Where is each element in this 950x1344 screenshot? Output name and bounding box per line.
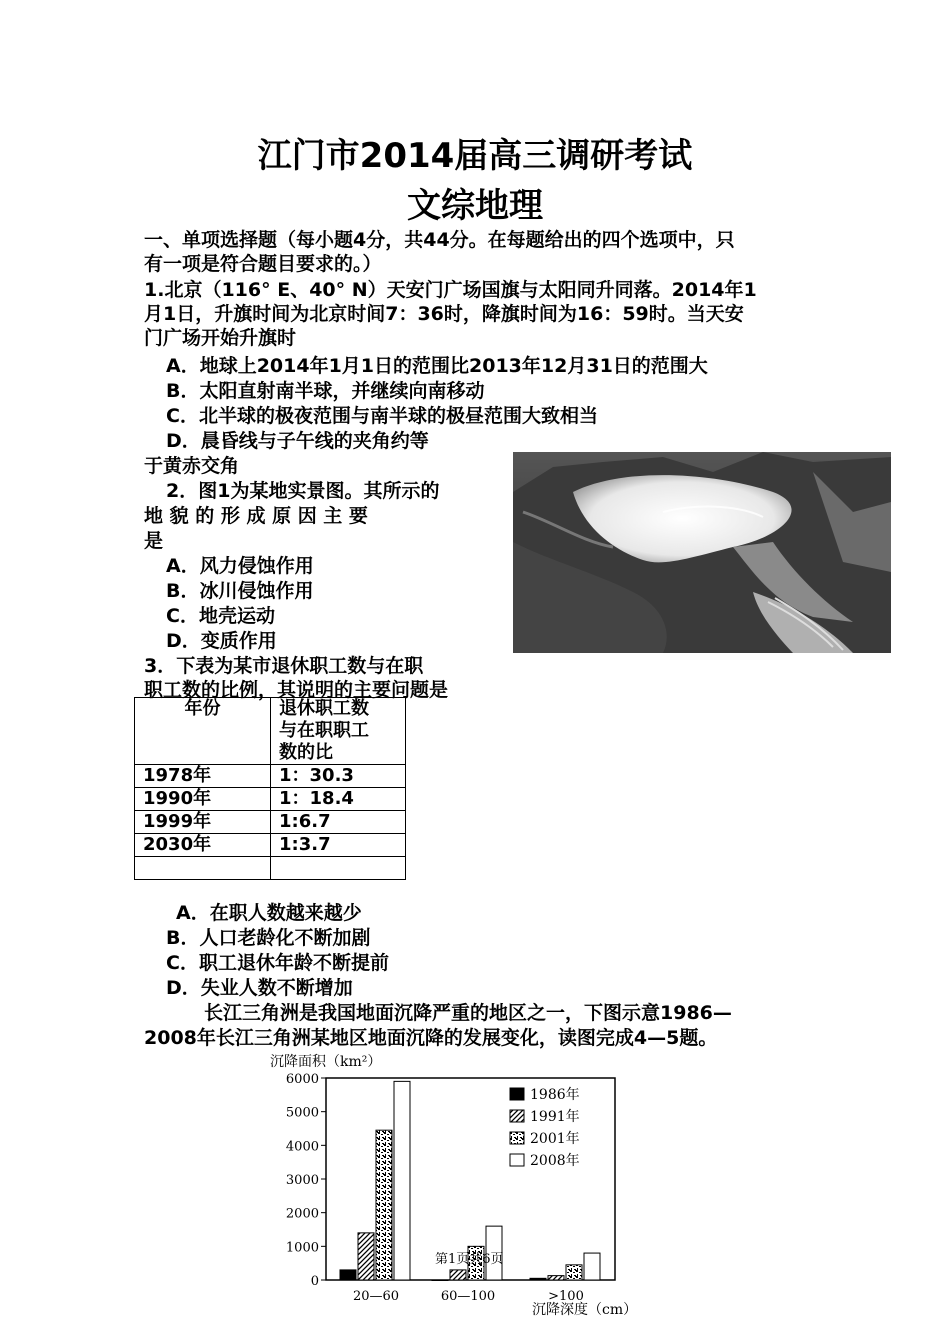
chart-legend xyxy=(510,1086,580,1169)
retiree-ratio-table xyxy=(134,697,406,880)
q2-stem-line1: 2．图1为某地实景图。其所示的 xyxy=(166,480,440,502)
legend-swatch xyxy=(510,1132,524,1144)
bar xyxy=(432,1280,448,1281)
page-title: 江门市2014届高三调研考试 xyxy=(257,136,693,176)
table-cell-year: 1978年 xyxy=(135,765,271,788)
q1-stem-line1: 1.北京（116° E、40° N）天安门广场国旗与太阳同升同落。2014年1 xyxy=(144,279,757,301)
table-cell-year: 2030年 xyxy=(135,834,271,857)
q1-option-d: D．晨昏线与子午线的夹角约等 xyxy=(166,430,429,452)
bar xyxy=(566,1265,582,1280)
y-tick-label: 4000 xyxy=(285,1139,319,1155)
legend-label: 2001年 xyxy=(530,1131,580,1147)
bar xyxy=(340,1270,356,1280)
passage-line1: 长江三角洲是我国地面沉降严重的地区之一，下图示意1986— xyxy=(204,1002,732,1024)
q1-option-c: C．北半球的极夜范围与南半球的极昼范围大致相当 xyxy=(166,405,598,427)
table-header-ratio-line2: 与在职职工 xyxy=(279,720,369,741)
subsidence-bar-chart xyxy=(270,1048,650,1338)
chart-x-axis-label: 沉降深度（cm） xyxy=(532,1302,638,1318)
table-header-row xyxy=(135,698,406,765)
table-cell-ratio: 1：30.3 xyxy=(271,765,406,788)
table-row xyxy=(135,857,406,880)
bar xyxy=(376,1130,392,1280)
q3-stem-line2: 职工数的比例，其说明的主要问题是 xyxy=(144,679,449,701)
page-subtitle: 文综地理 xyxy=(407,186,543,226)
bar xyxy=(394,1081,410,1280)
q1-option-b: B．太阳直射南半球，并继续向南移动 xyxy=(166,380,485,402)
passage-line2: 2008年长江三角洲某地区地面沉降的发展变化，读图完成4—5题。 xyxy=(144,1027,718,1049)
table-cell-ratio xyxy=(271,857,406,880)
table-row xyxy=(135,834,406,857)
table-cell-ratio: 1:6.7 xyxy=(271,811,406,834)
q1-option-a: A．地球上2014年1月1日的范围比2013年12月31日的范围大 xyxy=(166,355,708,377)
x-tick-label: 60—100 xyxy=(440,1289,496,1304)
table-header-ratio xyxy=(271,698,406,765)
section-header-line2: 有一项是符合题目要求的。） xyxy=(144,253,382,275)
chart-y-axis-label: 沉降面积（km²） xyxy=(270,1054,382,1070)
q2-option-c: C．地壳运动 xyxy=(166,605,275,627)
y-tick-label: 0 xyxy=(310,1274,319,1289)
table-row xyxy=(135,765,406,788)
table-cell-ratio: 1：18.4 xyxy=(271,788,406,811)
q3-option-a: A．在职人数越来越少 xyxy=(176,902,362,924)
y-tick-label: 3000 xyxy=(285,1173,319,1188)
legend-label: 1986年 xyxy=(530,1087,580,1103)
bar xyxy=(358,1233,374,1280)
bar xyxy=(450,1270,466,1280)
y-tick-label: 6000 xyxy=(285,1072,319,1087)
section-header-line1: 一、单项选择题（每小题4分，共44分。在每题给出的四个选项中，只 xyxy=(144,229,735,251)
q2-option-a: A．风力侵蚀作用 xyxy=(166,555,314,577)
x-tick-label: >100 xyxy=(548,1289,584,1304)
q2-stem-line3: 是 xyxy=(144,530,164,552)
y-tick-label: 5000 xyxy=(285,1105,319,1121)
y-tick-label: 1000 xyxy=(285,1240,319,1256)
q2-option-d: D．变质作用 xyxy=(166,630,277,652)
legend-swatch xyxy=(510,1154,524,1166)
table-header-ratio-line1: 退休职工数 xyxy=(279,698,369,719)
table-header-year: 年份 xyxy=(135,698,271,765)
q3-option-b: B．人口老龄化不断加剧 xyxy=(166,927,371,949)
q1-stem-line2: 月1日，升旗时间为北京时间7：36时，降旗时间为16：59时。当天安 xyxy=(144,303,744,325)
table-row xyxy=(135,811,406,834)
legend-swatch xyxy=(510,1110,524,1122)
q1-option-d-continuation: 于黄赤交角 xyxy=(144,455,240,477)
table-cell-year xyxy=(135,857,271,880)
y-tick-label: 2000 xyxy=(285,1206,319,1222)
table-cell-year: 1999年 xyxy=(135,811,271,834)
q2-stem-line2: 地 貌 的 形 成 原 因 主 要 xyxy=(144,505,368,527)
bar xyxy=(548,1276,564,1280)
q3-stem-line1: 3．下表为某市退休职工数与在职 xyxy=(144,655,424,677)
bar xyxy=(584,1253,600,1280)
legend-label: 1991年 xyxy=(530,1109,580,1125)
q2-option-b: B．冰川侵蚀作用 xyxy=(166,580,314,602)
q1-stem-line3: 门广场开始升旗时 xyxy=(144,327,297,349)
q3-option-c: C．职工退休年龄不断提前 xyxy=(166,952,389,974)
table-row xyxy=(135,788,406,811)
table-cell-year: 1990年 xyxy=(135,788,271,811)
q3-option-d: D．失业人数不断增加 xyxy=(166,977,353,999)
bar xyxy=(530,1278,546,1280)
glacier-landscape-photo xyxy=(513,452,891,653)
table-cell-ratio: 1:3.7 xyxy=(271,834,406,857)
legend-label: 2008年 xyxy=(530,1153,580,1169)
page-footer: 第1页共6页 xyxy=(435,1252,504,1267)
legend-swatch xyxy=(510,1088,524,1100)
table-header-ratio-line3: 数的比 xyxy=(279,742,333,763)
x-tick-label: 20—60 xyxy=(352,1289,400,1304)
